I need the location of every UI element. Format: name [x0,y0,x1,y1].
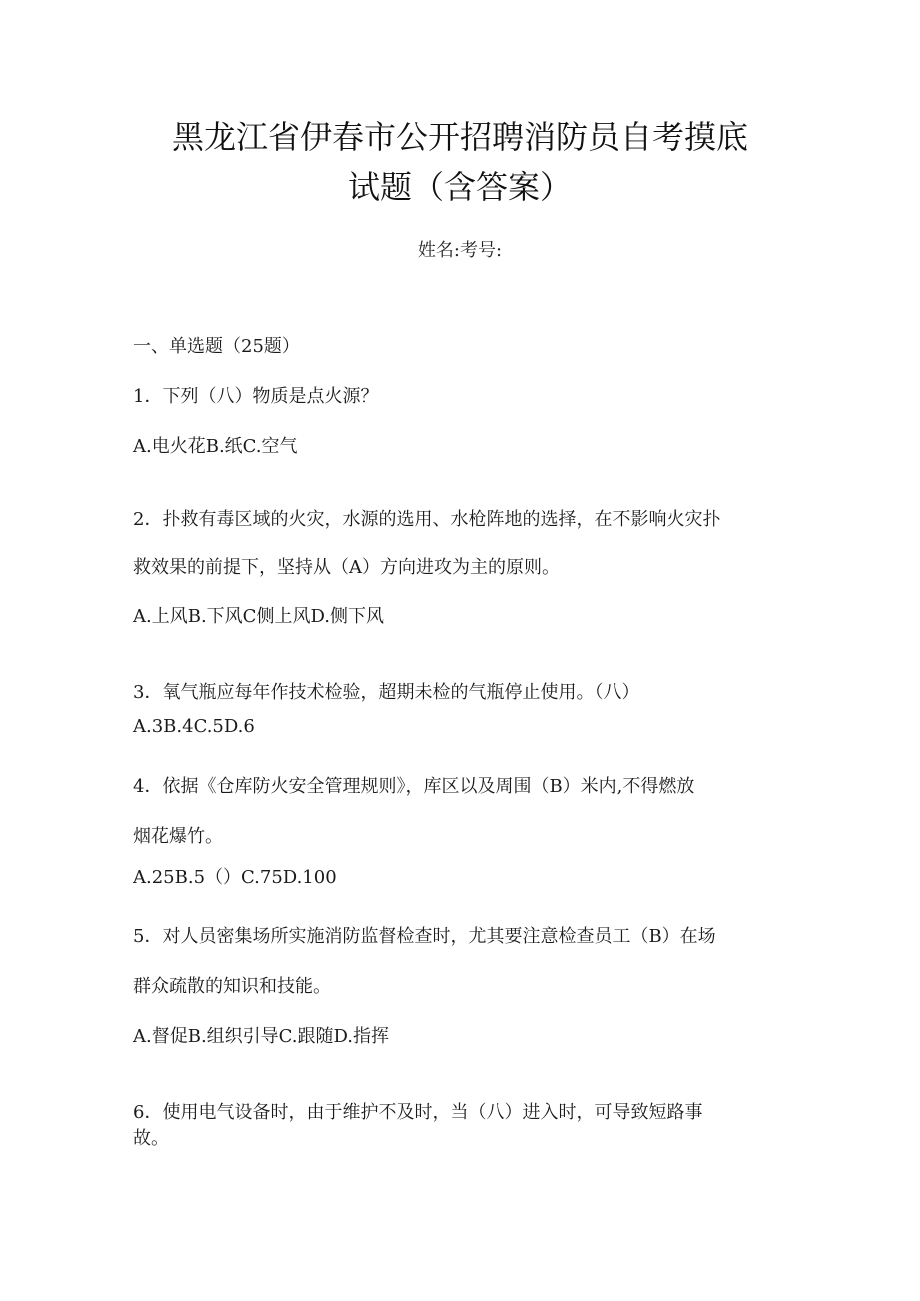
question-4-text-line-1: 4．依据《仓库防火安全管理规则》，库区以及周围（B）米内,不得燃放 [133,776,695,797]
question-1-options: A.电火花B.纸C.空气 [133,436,298,457]
question-3-options: A.3B.4C.5D.6 [133,716,255,737]
document-title-line-2: 试题（含答案） [347,168,572,206]
question-5-text-line-1: 5．对人员密集场所实施消防监督检查时，尤其要注意检查员工（B）在场 [133,926,716,947]
name-exam-number-line: 姓名:考号: [417,240,503,261]
question-1-text: 1．下列（八）物质是点火源？ [133,386,379,407]
section-heading: 一、单选题（25题） [133,336,300,357]
question-2-options: A.上风B.下风C侧上风D.侧下风 [133,606,384,627]
question-4-text-line-2: 烟花爆竹。 [133,826,223,847]
question-6-text-line-1: 6．使用电气设备时，由于维护不及时，当（八）进入时，可导致短路事 [133,1102,703,1123]
question-2-text-line-1: 2．扑救有毒区域的火灾，水源的选用、水枪阵地的选择，在不影响火灾扑 [133,509,721,530]
question-3-text: 3．氧气瓶应每年作技术检验，超期未检的气瓶停止使用。（八） [133,682,640,703]
document-title-line-1: 黑龙江省伊春市公开招聘消防员自考摸底 [171,118,748,156]
question-2-text-line-2: 救效果的前提下，坚持从（A）方向进攻为主的原则。 [133,557,560,578]
question-5-text-line-2: 群众疏散的知识和技能。 [133,976,331,997]
question-5-options: A.督促B.组织引导C.跟随D.指挥 [133,1026,390,1047]
question-6-text-line-2: 故。 [133,1128,169,1149]
question-4-options: A.25B.5（）C.75D.100 [133,867,337,888]
